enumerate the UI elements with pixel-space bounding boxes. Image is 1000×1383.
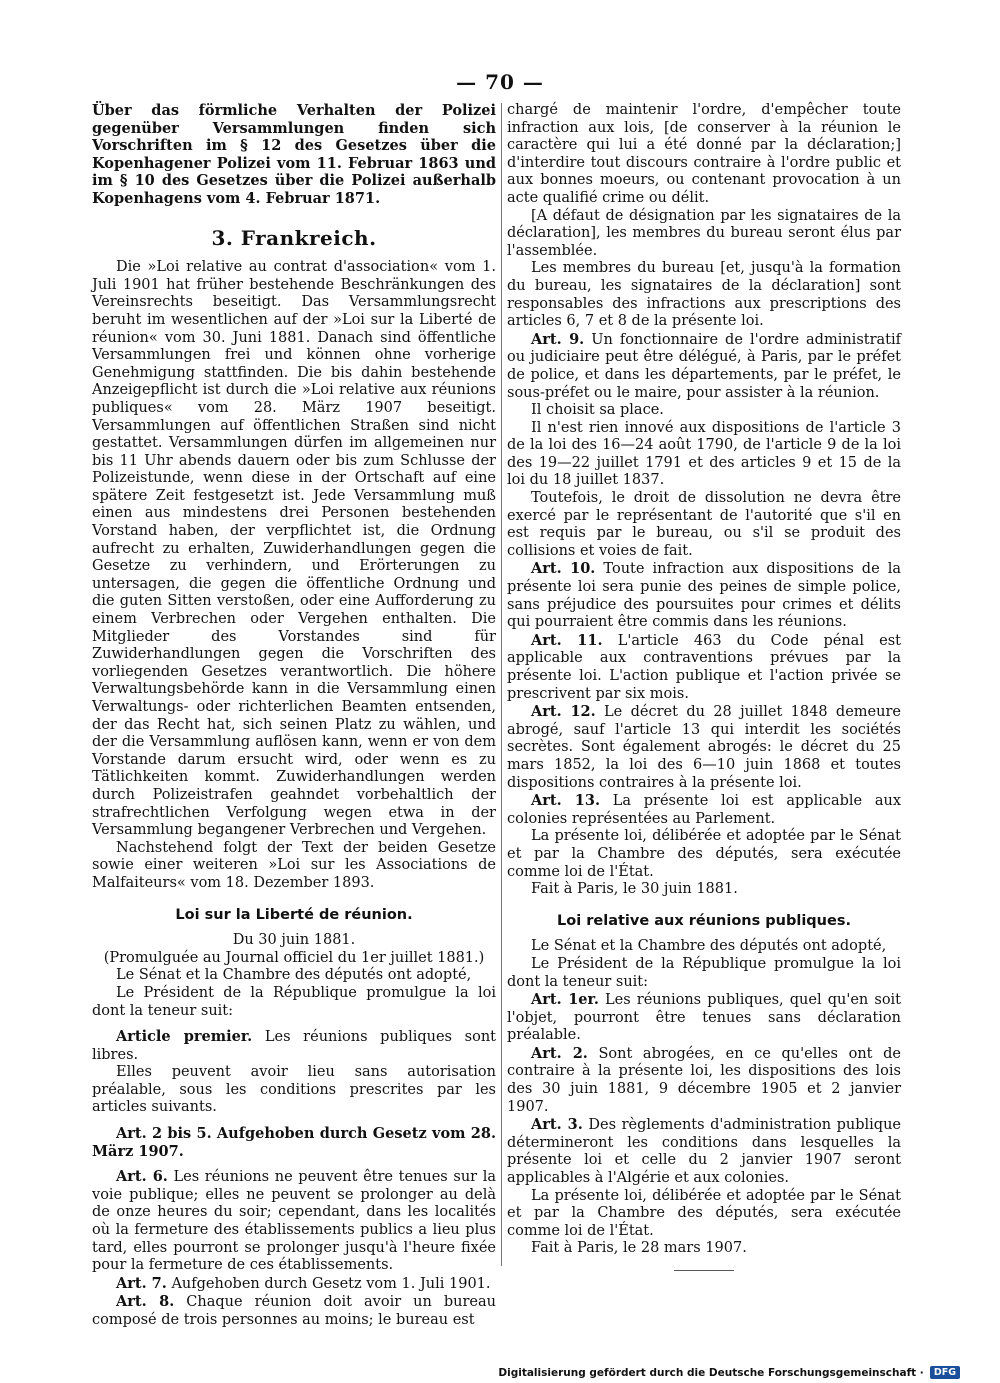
page-number: — 70 — — [456, 70, 544, 94]
article-13-label: Art. 13. — [531, 792, 601, 810]
left-column — [92, 102, 496, 1330]
article-8-continued: chargé de maintenir l'ordre, d'empêcher toute infraction aux lois, [de conserver à la réunion le caractère qui lui a été donné par la déclaration;] d'interdire tout discours contraire à l'ordre public et aux bonnes moeurs, ou contenant provocation à un acte qualifié crime ou délit. — [507, 102, 901, 206]
article-8-paragraph-3: Les membres du bureau [et, jusqu'à la formation du bureau, les signataires de la déclaration] sont responsables des infractions aux prescriptions des articles 6, 7 et 8 de la présente loi. — [507, 260, 901, 330]
footer-credit — [498, 1366, 960, 1379]
article-6-text: Les réunions ne peuvent être tenues sur la voie publique; elles ne peuvent se prolonger au delà de onze heures du soir; cependant, dans les localités où la fermeture des établissements publics a lieu plus tard, elles pourront se prolonger jusqu'à l'heure fixée pour la fermeture de ces établissements. — [92, 1169, 497, 1274]
article-8-label: Art. 8. — [116, 1293, 175, 1311]
article-6-label: Art. 6. — [116, 1168, 168, 1186]
law-1907-article-2-label: Art. 2. — [531, 1044, 588, 1062]
article-1 — [92, 1028, 496, 1064]
article-7-text: Aufgehoben durch Gesetz vom 1. Juli 1901. — [171, 1275, 491, 1292]
law-1881-signature: Fait à Paris, le 30 juin 1881. — [531, 881, 738, 898]
article-10-label: Art. 10. — [531, 560, 596, 578]
article-6 — [92, 1168, 496, 1275]
right-column — [507, 102, 901, 1271]
law-1881-date: Du 30 juin 1881. — [232, 932, 356, 949]
law-1907-article-1-text: Les réunions publiques, quel qu'en soit l'objet, pourront être tenues sans déclaration préalable. — [507, 992, 902, 1044]
footer-credit-text: Digitalisierung gefördert durch die Deutsche Forschungsgemeinschaft · — [498, 1366, 924, 1379]
article-8-text: Chaque réunion doit avoir un bureau composé de trois personnes au moins; le bureau est — [92, 1294, 496, 1328]
law-1881-intro-2: Le Président de la République promulgue la loi dont la teneur suit: — [92, 984, 496, 1019]
law-1907-signature: Fait à Paris, le 28 mars 1907. — [531, 1240, 747, 1257]
article-10 — [507, 560, 901, 631]
law-1881-closing: La présente loi, délibérée et adoptée par le Sénat et par la Chambre des députés, sera exécutée comme loi de l'État. — [507, 828, 901, 880]
law-1907-article-1-label: Art. 1er. — [531, 991, 599, 1009]
article-11-label: Art. 11. — [531, 631, 603, 649]
law-1881-promulgation: (Promulguée au Journal officiel du 1er juillet 1881.) — [103, 949, 485, 966]
law-1907-article-2-text: Sont abrogées, en ce qu'elles ont de contraire à la présente loi, les dispositions des lois des 30 juin 1881, 9 décembre 1905 et 2 janvier 1907. — [507, 1045, 901, 1115]
article-13 — [507, 792, 901, 828]
article-10-text: Toute infraction aux dispositions de la présente loi sera punie des peines de simple police, sans préjudice des poursuites pour crimes et délits qui pourraient être commis dans les réunions. — [507, 561, 902, 631]
article-9-text: Un fonctionnaire de l'ordre administratif ou judiciaire peut être délégué, à Paris, par le préfet de police, et dans les départements, par le préfet, le sous-préfet ou le maire, pour assister à la réunion. — [507, 331, 901, 401]
article-13-text: La présente loi est applicable aux colonies représentées au Parlement. — [507, 793, 901, 827]
law-1907-article-2 — [507, 1045, 901, 1116]
law-1907-article-1 — [507, 991, 901, 1045]
following-text-paragraph: Nachstehend folgt der Text der beiden Gesetze sowie einer weiteren »Loi sur les Associations de Malfaiteurs« vom 18. Dezember 1893. — [92, 839, 496, 891]
article-12-label: Art. 12. — [531, 703, 596, 721]
article-11-text: L'article 463 du Code pénal est applicable aux contraventions prévues par la présente loi. L'action publique et l'action privée se prescrivent par six mois. — [507, 632, 901, 702]
law-1907-article-3-text: Des règlements d'administration publique détermineront les conditions dans lesquelles la présente loi et celle du 2 janvier 1907 seront applicables à l'Algérie et aux colonies. — [507, 1117, 902, 1187]
article-9-paragraph-2: Il choisit sa place. — [531, 402, 664, 419]
article-12-text: Le décret du 28 juillet 1848 demeure abrogé, sauf l'article 13 qui interdit les sociétés secrètes. Sont également abrogés: le décret du 25 mars 1852, la loi des 6—10 juin 1868 et toutes dispositions contraires à la présente loi. — [507, 704, 901, 791]
article-9 — [507, 331, 901, 402]
law-1907-article-3 — [507, 1116, 901, 1187]
dfg-logo: DFG — [930, 1366, 960, 1379]
article-11 — [507, 632, 901, 703]
law-1881-intro-1: Le Sénat et la Chambre des députés ont adopté, — [116, 967, 472, 984]
article-8 — [92, 1293, 496, 1329]
law-1907-closing: La présente loi, délibérée et adoptée par le Sénat et par la Chambre des députés, sera exécutée comme loi de l'État. — [507, 1187, 901, 1239]
article-7 — [92, 1275, 496, 1294]
law-1907-article-3-label: Art. 3. — [531, 1116, 583, 1134]
article-1-text: Les réunions publiques sont libres. — [92, 1029, 496, 1063]
law-1907-intro-2: Le Président de la République promulgue la loi dont la teneur suit: — [507, 955, 901, 990]
section-heading: 3. Frankreich. — [211, 225, 377, 250]
article-9-label: Art. 9. — [531, 330, 585, 348]
article-1-paragraph-2: Elles peuvent avoir lieu sans autorisation préalable, sous les conditions prescrites par les articles suivants. — [92, 1064, 496, 1116]
law-1881-title: Loi sur la Liberté de réunion. — [175, 906, 413, 923]
article-8-paragraph-2: [A défaut de désignation par les signataires de la déclaration], les membres du bureau seront élus par l'assemblée. — [507, 207, 901, 259]
intro-paragraph: Über das förmliche Verhalten der Polizei gegenüber Versammlungen finden sich Vorschriften im § 12 des Gesetzes über die Kopenhagener Polizei vom 11. Februar 1863 und im § 10 des Gesetzes über die Polizei außerhalb Kopenhagens vom 4. Februar 1871. — [92, 102, 496, 207]
article-1-label: Article premier. — [116, 1028, 253, 1046]
law-1907-title: Loi relative aux réunions publiques. — [557, 912, 851, 929]
article-2-5: Art. 2 bis 5. Aufgehoben durch Gesetz vom 28. März 1907. — [92, 1125, 496, 1160]
article-9-paragraph-4: Toutefois, le droit de dissolution ne devra être exercé par le représentant de l'autorité que s'il en est requis par le bureau, ou s'il se produit des collisions et voies de fait. — [507, 490, 901, 559]
article-7-label: Art. 7. — [116, 1274, 167, 1292]
column-divider — [501, 103, 502, 1266]
summary-paragraph: Die »Loi relative au contrat d'association« vom 1. Juli 1901 hat früher bestehende Beschränkungen des Vereinsrechts beseitigt. Das Versammlungsrecht beruht im wesentlichen auf der »Loi sur la Liberté de réunion« vom 30. Juni 1881. Danach sind öffentliche Versammlungen frei und können ohne vorherige Genehmigung stattfinden. Die bis dahin bestehende Anzeigepflicht ist durch die »Loi relative aux réunions publiques« vom 28. März 1907 beseitigt. Versammlungen auf öffentlichen Straßen sind nicht gestattet. Versammlungen dürfen im allgemeinen nur bis 11 Uhr abends dauern oder bis zum Schlusse der Polizeistunde, wenn diese in der Ortschaft auf eine spätere Zeit festgesetzt ist. Jede Versammlung muß einen aus mindestens drei Personen bestehenden Vorstand haben, der verpflichtet ist, die Ordnung aufrecht zu erhalten, Zuwiderhandlungen gegen die Gesetze zu verhindern, und Erörterungen zu untersagen, die gegen die öffentliche Ordnung und die guten Sitten verstoßen, oder eine Aufforderung zu einem Verbrechen oder Vergehen enthalten. Die Mitglieder des Vorstandes sind für Zuwiderhandlungen gegen die Vorschriften des vorliegenden Gesetzes verantwortlich. Die höhere Verwaltungsbehörde kann in die Versammlung einen Verwaltungs- oder richterlichen Beamten entsenden, der das Recht hat, sich seinen Platz zu wählen, und der die Versammlung auflösen kann, wenn er von dem Vorstande darum ersucht wird, oder wenn es zu Tätlichkeiten kommt. Zuwiderhandlungen werden durch Polizeistrafen geahndet vorbehaltlich der strafrechtlichen Verfolgung wegen etwa in der Versammlung begangener Verbrechen und Vergehen. — [92, 259, 496, 839]
article-9-paragraph-3: Il n'est rien innové aux dispositions de l'article 3 de la loi des 16—24 août 1790, de l'article 9 de la loi des 19—22 juillet 1791 et des articles 9 et 15 de la loi du 18 juillet 1837. — [507, 419, 901, 489]
article-12 — [507, 703, 901, 792]
law-1907-intro-1: Le Sénat et la Chambre des députés ont adopté, — [531, 938, 887, 955]
end-rule — [674, 1270, 734, 1271]
